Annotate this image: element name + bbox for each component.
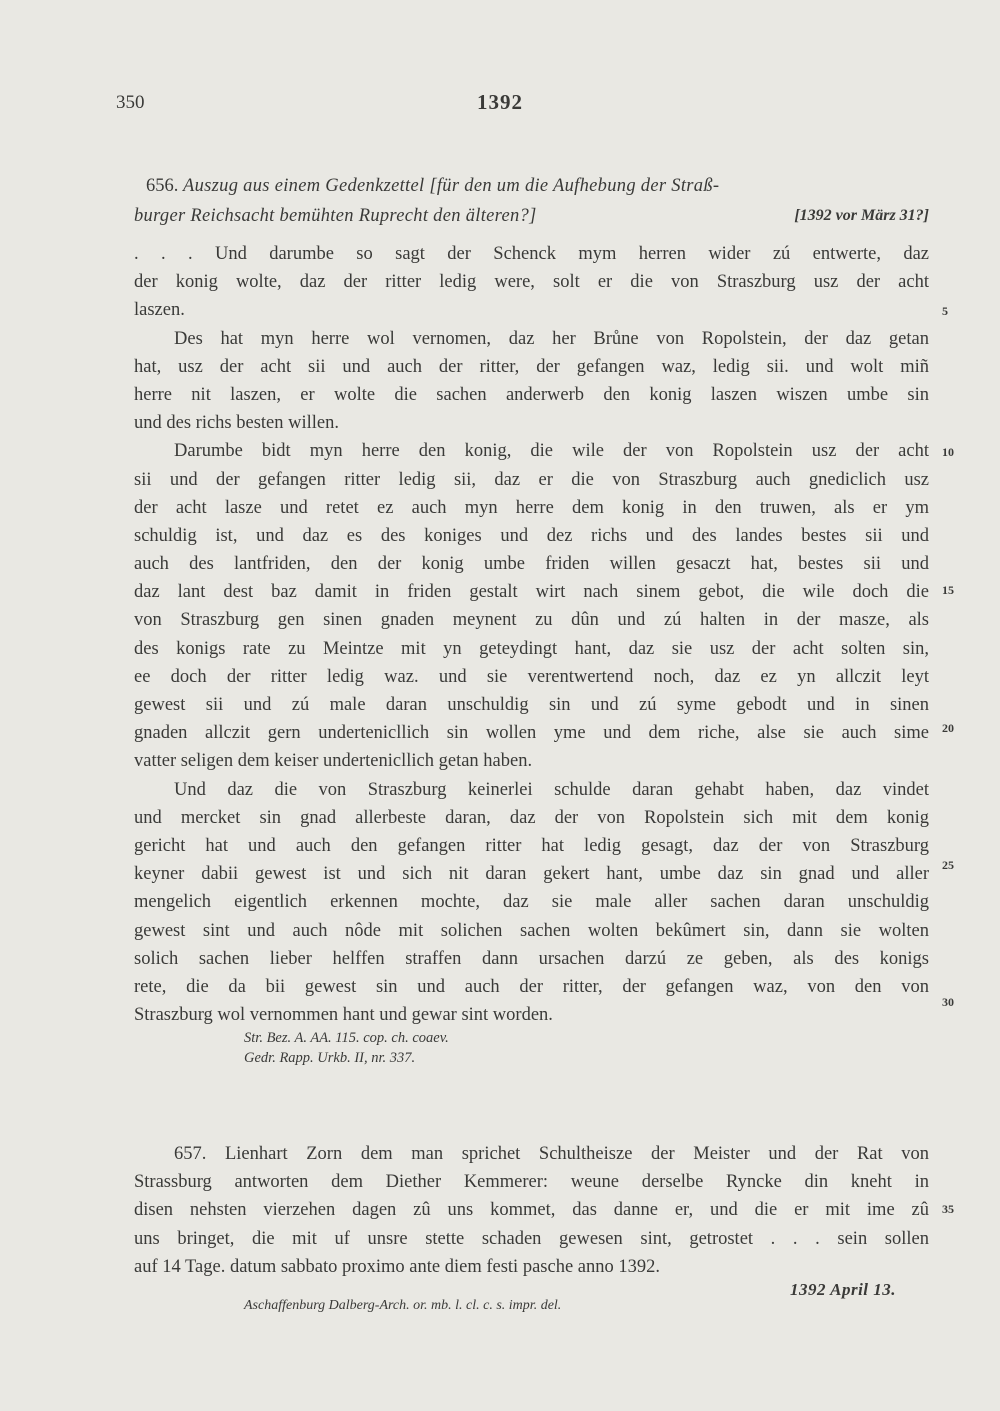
margin-line-number: 25 (942, 858, 954, 872)
text-line: der konig wolte, daz der ritter ledig were, solt er die von Straszburg usz der acht (134, 272, 929, 293)
doc656-body (134, 240, 929, 1029)
text-line: Darumbe bidt myn herre den konig, die wile der von Ropolstein usz der acht (174, 441, 929, 462)
doc656-heading-line2 (134, 202, 929, 230)
text-line: gericht hat und auch den gefangen ritter hat ledig gesagt, daz der von Straszburg (134, 835, 929, 856)
doc656-title: Auszug aus einem Gedenkzettel [für den um die Aufhebung der Straß- (183, 176, 720, 196)
page-number: 350 (116, 92, 145, 113)
doc657-source: Aschaffenburg Dalberg-Arch. or. mb. l. cl. c. s. impr. del. (244, 1298, 562, 1313)
text-line: disen nehsten vierzehen dagen zû uns kommet, das danne er, und die er mit ime zû (134, 1200, 929, 1221)
margin-line-number: 30 (942, 995, 954, 1009)
text-line: Des hat myn herre wol vernomen, daz her Brůne von Ropolstein, der daz getan (174, 328, 929, 349)
text-line: Strassburg antworten dem Diether Kemmerer: weune derselbe Ryncke din kneht in (134, 1172, 929, 1193)
text-line: sii und der gefangen ritter ledig sii, daz er die von Straszburg auch gnediclich usz (134, 469, 929, 490)
text-line: herre nit laszen, er wolte die sachen anderwerb den konig laszen wiszen umbe sin (134, 384, 929, 405)
text-line: auf 14 Tage. datum sabbato proximo ante diem festi pasche anno 1392. (134, 1256, 660, 1277)
margin-line-number: 35 (942, 1202, 954, 1216)
text-line: ee doch der ritter ledig waz. und sie verentwertend noch, daz ez yn allczit leyt (134, 666, 929, 687)
margin-line-number: 10 (942, 445, 954, 459)
text-line: gewest sint und auch nôde mit solichen sachen wolten bekûmert sin, dann sie wolten (134, 920, 929, 941)
text-line: daz lant dest baz damit in friden gestalt wirt nach sinem gebot, die wile doch die (134, 582, 929, 603)
doc656-source-1: Str. Bez. A. AA. 115. cop. ch. coaev. (244, 1030, 449, 1046)
margin-line-number: 15 (942, 583, 954, 597)
doc657-body (134, 1140, 929, 1281)
text-line: solich sachen lieber helffen straffen dann ursachen darzú ze geben, als des konigs (134, 948, 929, 969)
text-line: Straszburg wol vernommen hant und gewar sint worden. (134, 1005, 553, 1026)
text-line: und des richs besten willen. (134, 413, 339, 434)
page-header (0, 88, 1000, 118)
text-line: schuldig ist, und daz es des koniges und dez richs und des landes bestes sii und (134, 525, 929, 546)
text-line: gnaden allczit gern undertenicllich sin wollen yme und dem riche, alse sie auch sime (134, 723, 929, 744)
doc657-date: 1392 April 13. (790, 1280, 897, 1299)
doc656-title-cont: burger Reichsacht bemühten Ruprecht den älteren?] (134, 206, 537, 226)
text-line: 657. Lienhart Zorn dem man sprichet Schultheisze der Meister und der Rat von (174, 1144, 929, 1164)
text-line: uns bringet, die mit uf unsre stette schaden gewesen sint, getrostet . . . sein sollen (134, 1228, 929, 1249)
text-line: der acht lasze und retet ez auch myn herre dem konig in den truwen, als er ym (134, 497, 929, 518)
page-year-heading: 1392 (477, 90, 523, 114)
text-line: des konigs rate zu Meintze mit yn geteydingt hant, daz sie usz der acht solten sin, (134, 638, 929, 659)
text-line: . . . Und darumbe so sagt der Schenck mym herren wider zú entwerte, daz (134, 244, 929, 264)
margin-line-number: 20 (942, 721, 954, 735)
text-line: keyner dabii gewest ist und sich nit daran gekert hant, umbe daz sin gnad und aller (134, 864, 929, 885)
text-line: rete, die da bii gewest sin und auch der ritter, der gefangen waz, von den von (134, 976, 929, 997)
margin-line-number: 5 (942, 304, 948, 318)
text-line: und mercket sin gnad allerbeste daran, daz der von Ropolstein sich mit dem konig (134, 807, 929, 828)
doc656-heading (146, 172, 929, 200)
text-line: laszen. (134, 300, 185, 321)
text-line: Und daz die von Straszburg keinerlei schulde daran gehabt haben, daz vindet (174, 779, 929, 800)
doc656-title-line1 (146, 172, 929, 200)
doc656-source-2: Gedr. Rapp. Urkb. II, nr. 337. (244, 1050, 416, 1066)
doc656-date: [1392 vor März 31?] (794, 207, 929, 224)
text-line: vatter seligen dem keiser undertenicllich getan haben. (134, 751, 533, 772)
text-line: von Straszburg gen sinen gnaden meynent zu dûn und zú halten in der masze, als (134, 610, 929, 631)
doc656-number: 656. (146, 176, 179, 196)
text-line: gewest sii und zú male daran unschuldig sin und zú syme gebodt und in sinen (134, 695, 929, 715)
text-line: auch des lantfriden, den der konig umbe friden willen gesaczt hat, bestes sii und (134, 554, 929, 575)
text-line: hat, usz der acht sii und auch der ritter, der gefangen waz, ledig sii. und wolt miñ (134, 356, 929, 377)
text-line: mengelich eigentlich erkennen mochte, daz sie male aller sachen daran unschuldig (134, 892, 929, 913)
